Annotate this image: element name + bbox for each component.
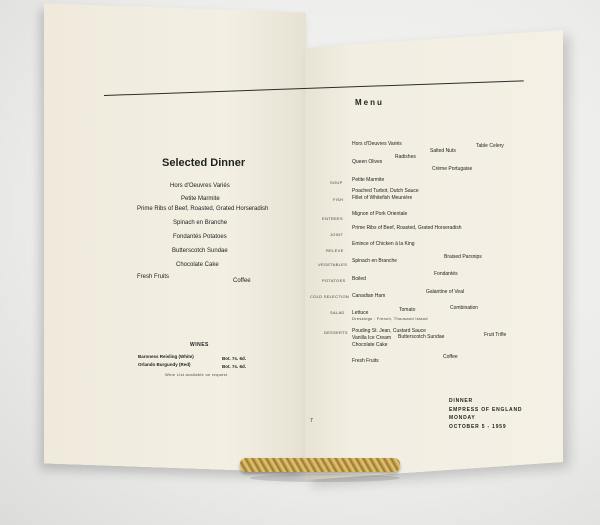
menu-item: Lettuce: [352, 310, 369, 316]
menu-item: Salted Nuts: [430, 148, 456, 154]
dressings-note: Dressings : French, Thousand Island: [352, 316, 428, 321]
footer-line: EMPRESS OF ENGLAND: [449, 407, 523, 413]
menu-item: Coffee: [443, 354, 458, 360]
menu-item: Butterscotch Sundae: [172, 248, 228, 254]
wines-heading: WINES: [190, 342, 209, 348]
menu-title: Menu: [355, 98, 384, 107]
menu-item: Petite Marmite: [181, 196, 220, 202]
menu-item: Spinach en Branche: [352, 258, 398, 264]
menu-item: Boiled: [352, 276, 366, 282]
wine-name: Orlando Burgundy (Red): [138, 362, 191, 367]
menu-item: Table Celery: [476, 143, 504, 149]
section-label: RELEVE: [326, 248, 344, 253]
wine-price: Bot. 7s. 6d.: [222, 356, 247, 361]
menu-item: Crème Portugaise: [432, 166, 473, 172]
menu-item: Mignon of Pork Orientale: [352, 211, 408, 217]
section-label: VEGETABLES: [318, 262, 348, 267]
menu-item: Fillet of Whitefish Meunière: [352, 195, 413, 201]
menu-item: Chocolate Cake: [176, 262, 219, 268]
menu-item: Coffee: [233, 278, 251, 284]
menu-item: Emince of Chicken à la King: [352, 241, 415, 247]
section-label: SOUP: [330, 180, 343, 185]
menu-item: Prime Ribs of Beef, Roasted, Grated Horseradish: [352, 225, 462, 231]
section-label: DESSERTS: [324, 330, 348, 335]
wine-price: Bot. 7s. 6d.: [222, 364, 247, 369]
menu-item: Prime Ribs of Beef, Roasted, Grated Horseradish: [137, 206, 269, 212]
menu-item: Queen Olives: [352, 159, 383, 165]
menu-item: Fresh Fruits: [352, 358, 379, 364]
stand-shadow: [250, 474, 400, 482]
section-label: JOINT: [330, 232, 344, 237]
menu-item: Chocolate Cake: [352, 342, 388, 348]
menu-item: Braised Parsnips: [444, 254, 482, 260]
section-label: SALAD: [330, 310, 345, 315]
page-number: 7: [310, 418, 313, 424]
footer-line: DINNER: [449, 398, 473, 404]
menu-item: Hors d'Oeuvres Variés: [352, 141, 402, 147]
menu-item: Poached Turbot, Dutch Sauce: [352, 188, 419, 194]
selected-dinner-title: Selected Dinner: [162, 157, 246, 169]
menu-item: Spinach en Branche: [173, 220, 228, 226]
footer-line: MONDAY: [449, 415, 476, 421]
menu-item: Combination: [450, 305, 479, 311]
menu-item: Fruit Trifle: [484, 332, 507, 338]
section-label: POTATOES: [322, 278, 346, 283]
wine-name: Baroness Reisling (White): [138, 354, 194, 359]
menu-item: Pouding St. Jean, Custard Sauce: [352, 328, 426, 334]
menu-item: Fondantés: [434, 271, 458, 277]
menu-item: Fondantés Potatoes: [173, 234, 227, 240]
brass-stand: [240, 458, 400, 472]
menu-item: Hors d'Oeuvres Variés: [170, 183, 230, 189]
menu-item: Petite Marmite: [352, 177, 385, 183]
menu-item: Butterscotch Sundae: [398, 334, 445, 340]
menu-item: Galantine of Veal: [426, 289, 465, 295]
wine-note: Wine List available on request: [165, 372, 228, 377]
right-page: [305, 30, 563, 480]
menu-item: Canadian Ham: [352, 293, 386, 299]
section-label: FISH: [333, 197, 344, 202]
menu-item: Tomato: [399, 307, 416, 313]
menu-item: Fresh Fruits: [137, 274, 170, 280]
menu-item: Radishes: [395, 154, 416, 160]
section-label: COLD SELECTION: [310, 294, 350, 299]
section-label: ENTREES: [322, 216, 343, 221]
menu-item: Vanilla Ice Cream: [352, 335, 392, 341]
footer-line: OCTOBER 5 - 1959: [449, 424, 507, 430]
